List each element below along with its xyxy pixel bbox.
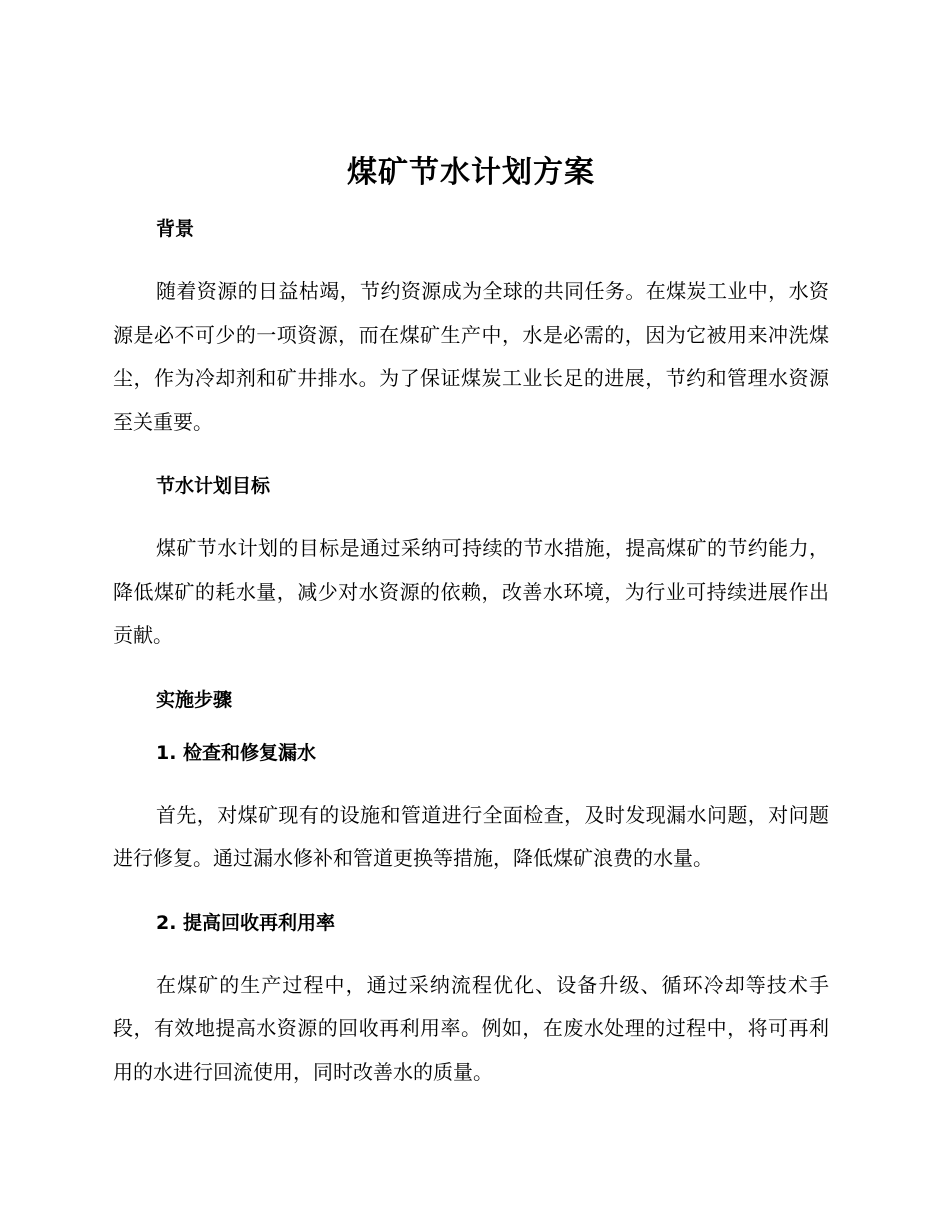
paragraph-goal: 煤矿节水计划的目标是通过采纳可持续的节水措施，提高煤矿的节约能力，降低煤矿的耗水量，减少对水资源的依赖，改善水环境，为行业可持续进展作出贡献。 [113, 536, 829, 647]
paragraph-step2: 在煤矿的生产过程中，通过采纳流程优化、设备升级、循环冷却等技术手段，有效地提高水资源的回收再利用率。例如，在废水处理的过程中，将可再利用的水进行回流使用，同时改善水的质量。 [113, 972, 829, 1084]
subheading-step2: 2. 提高回收再利用率 [156, 911, 336, 934]
spacer [113, 935, 829, 964]
document-body [113, 150, 829, 1094]
paragraph-step1: 首先，对煤矿现有的设施和管道进行全面检查，及时发现漏水问题，对问题进行修复。通过漏水修补和管道更换等措施，降低煤矿浪费的水量。 [113, 802, 829, 870]
spacer [113, 658, 829, 688]
section-heading-background: 背景 [156, 218, 195, 240]
section-heading-steps: 实施步骤 [156, 688, 233, 711]
spacer [113, 444, 829, 474]
spacer [113, 498, 829, 527]
spacer [113, 712, 829, 741]
section-heading-goal: 节水计划目标 [156, 475, 271, 497]
spacer [113, 241, 829, 270]
spacer [113, 195, 829, 217]
paragraph-background: 随着资源的日益枯竭，节约资源成为全球的共同任务。在煤炭工业中，水资源是必不可少的一项资源，而在煤矿生产中，水是必需的，因为它被用来冲洗煤尘，作为冷却剂和矿井排水。为了保证煤炭工业长足的进展，节约和管理水资源至关重要。 [113, 279, 829, 434]
spacer [113, 881, 829, 911]
document-title: 煤矿节水计划方案 [347, 155, 595, 190]
subheading-step1: 1. 检查和修复漏水 [156, 741, 317, 764]
spacer [113, 765, 829, 794]
